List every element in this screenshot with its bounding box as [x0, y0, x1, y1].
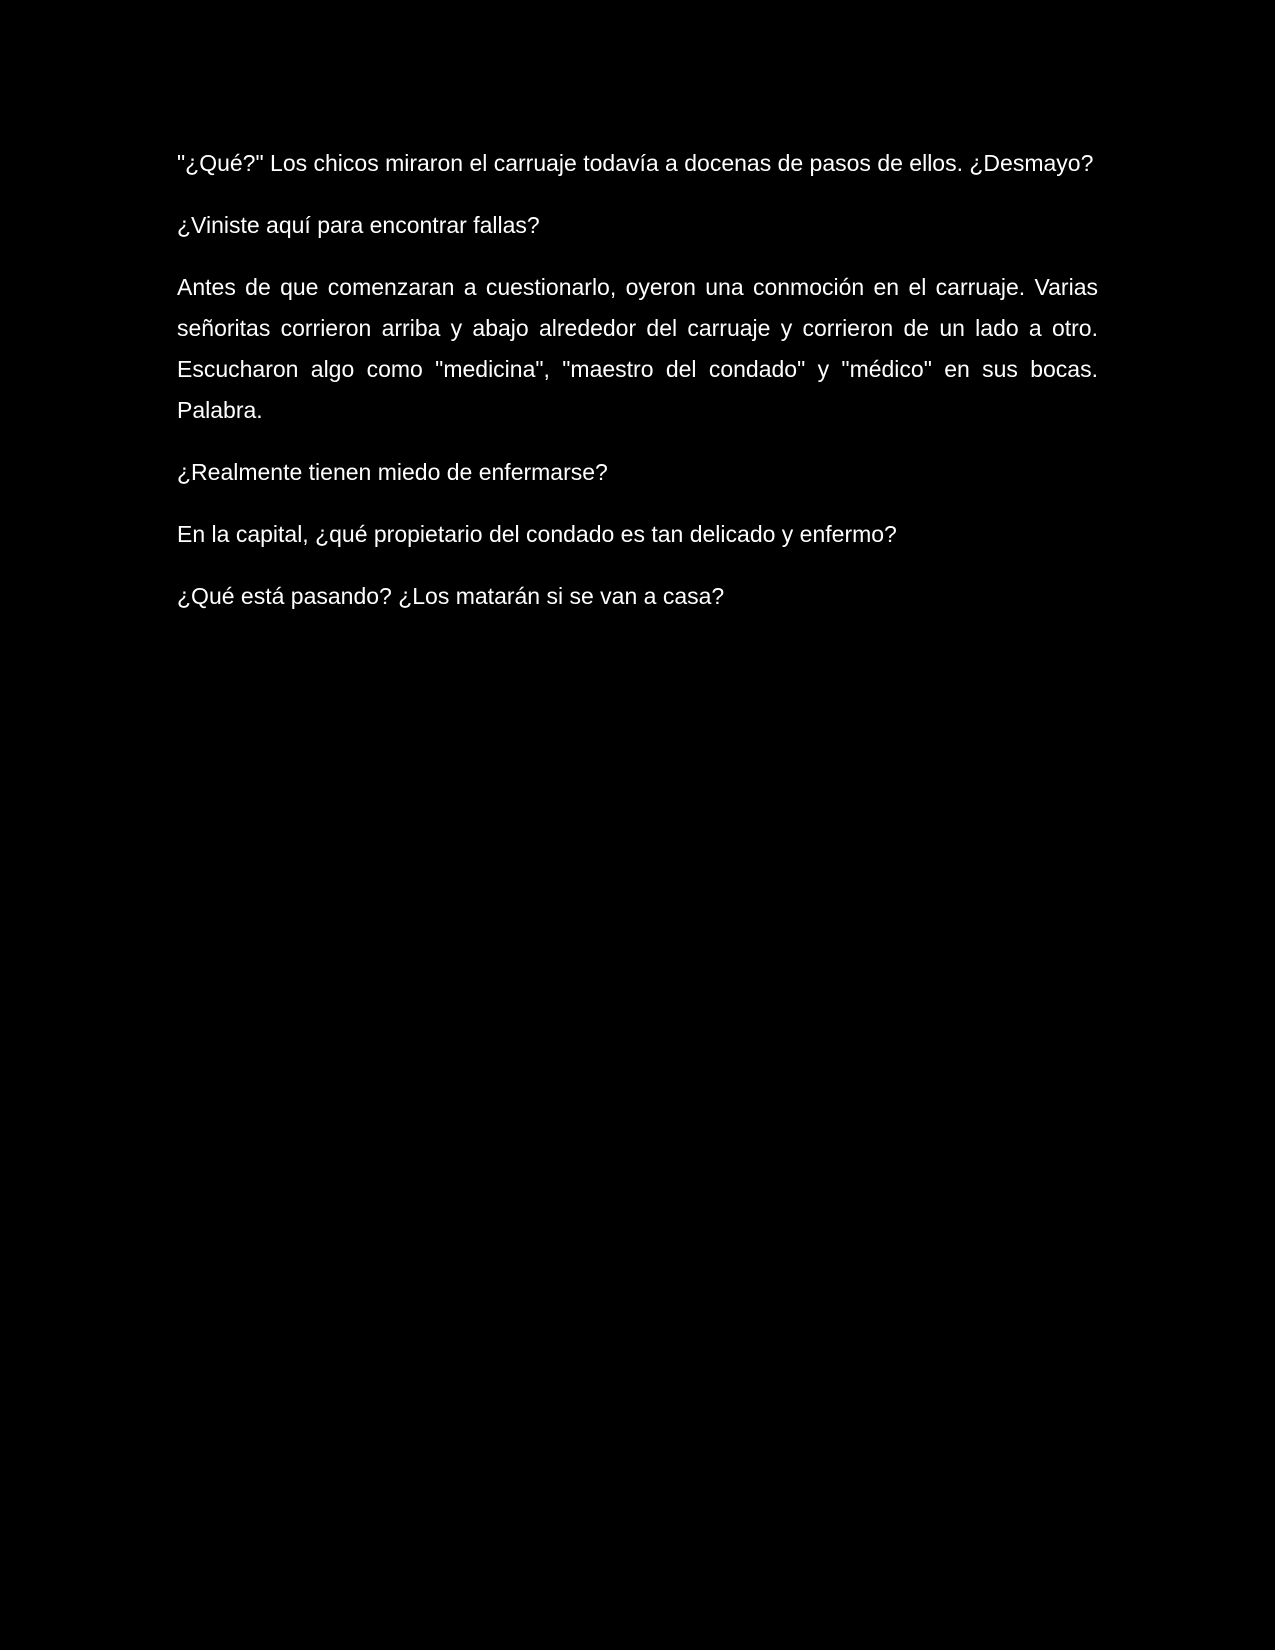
- paragraph: ¿Viniste aquí para encontrar fallas?: [177, 212, 540, 238]
- paragraph: ¿Qué está pasando? ¿Los matarán si se van a casa?: [177, 583, 725, 609]
- paragraph: "¿Qué?" Los chicos miraron el carruaje todavía a docenas de pasos de ellos. ¿Desmayo?: [177, 150, 1094, 176]
- document-body: [177, 143, 1098, 638]
- paragraph: Antes de que comenzaran a cuestionarlo, oyeron una conmoción en el carruaje. Varias señoritas corrieron arriba y abajo alrededor del carruaje y corrieron de un lado a otro. Escucharon algo como "medicina", "maestro del condado" y "médico" en sus bocas. Palabra.: [177, 274, 1098, 423]
- paragraph: En la capital, ¿qué propietario del condado es tan delicado y enfermo?: [177, 521, 897, 547]
- paragraph: ¿Realmente tienen miedo de enfermarse?: [177, 459, 608, 485]
